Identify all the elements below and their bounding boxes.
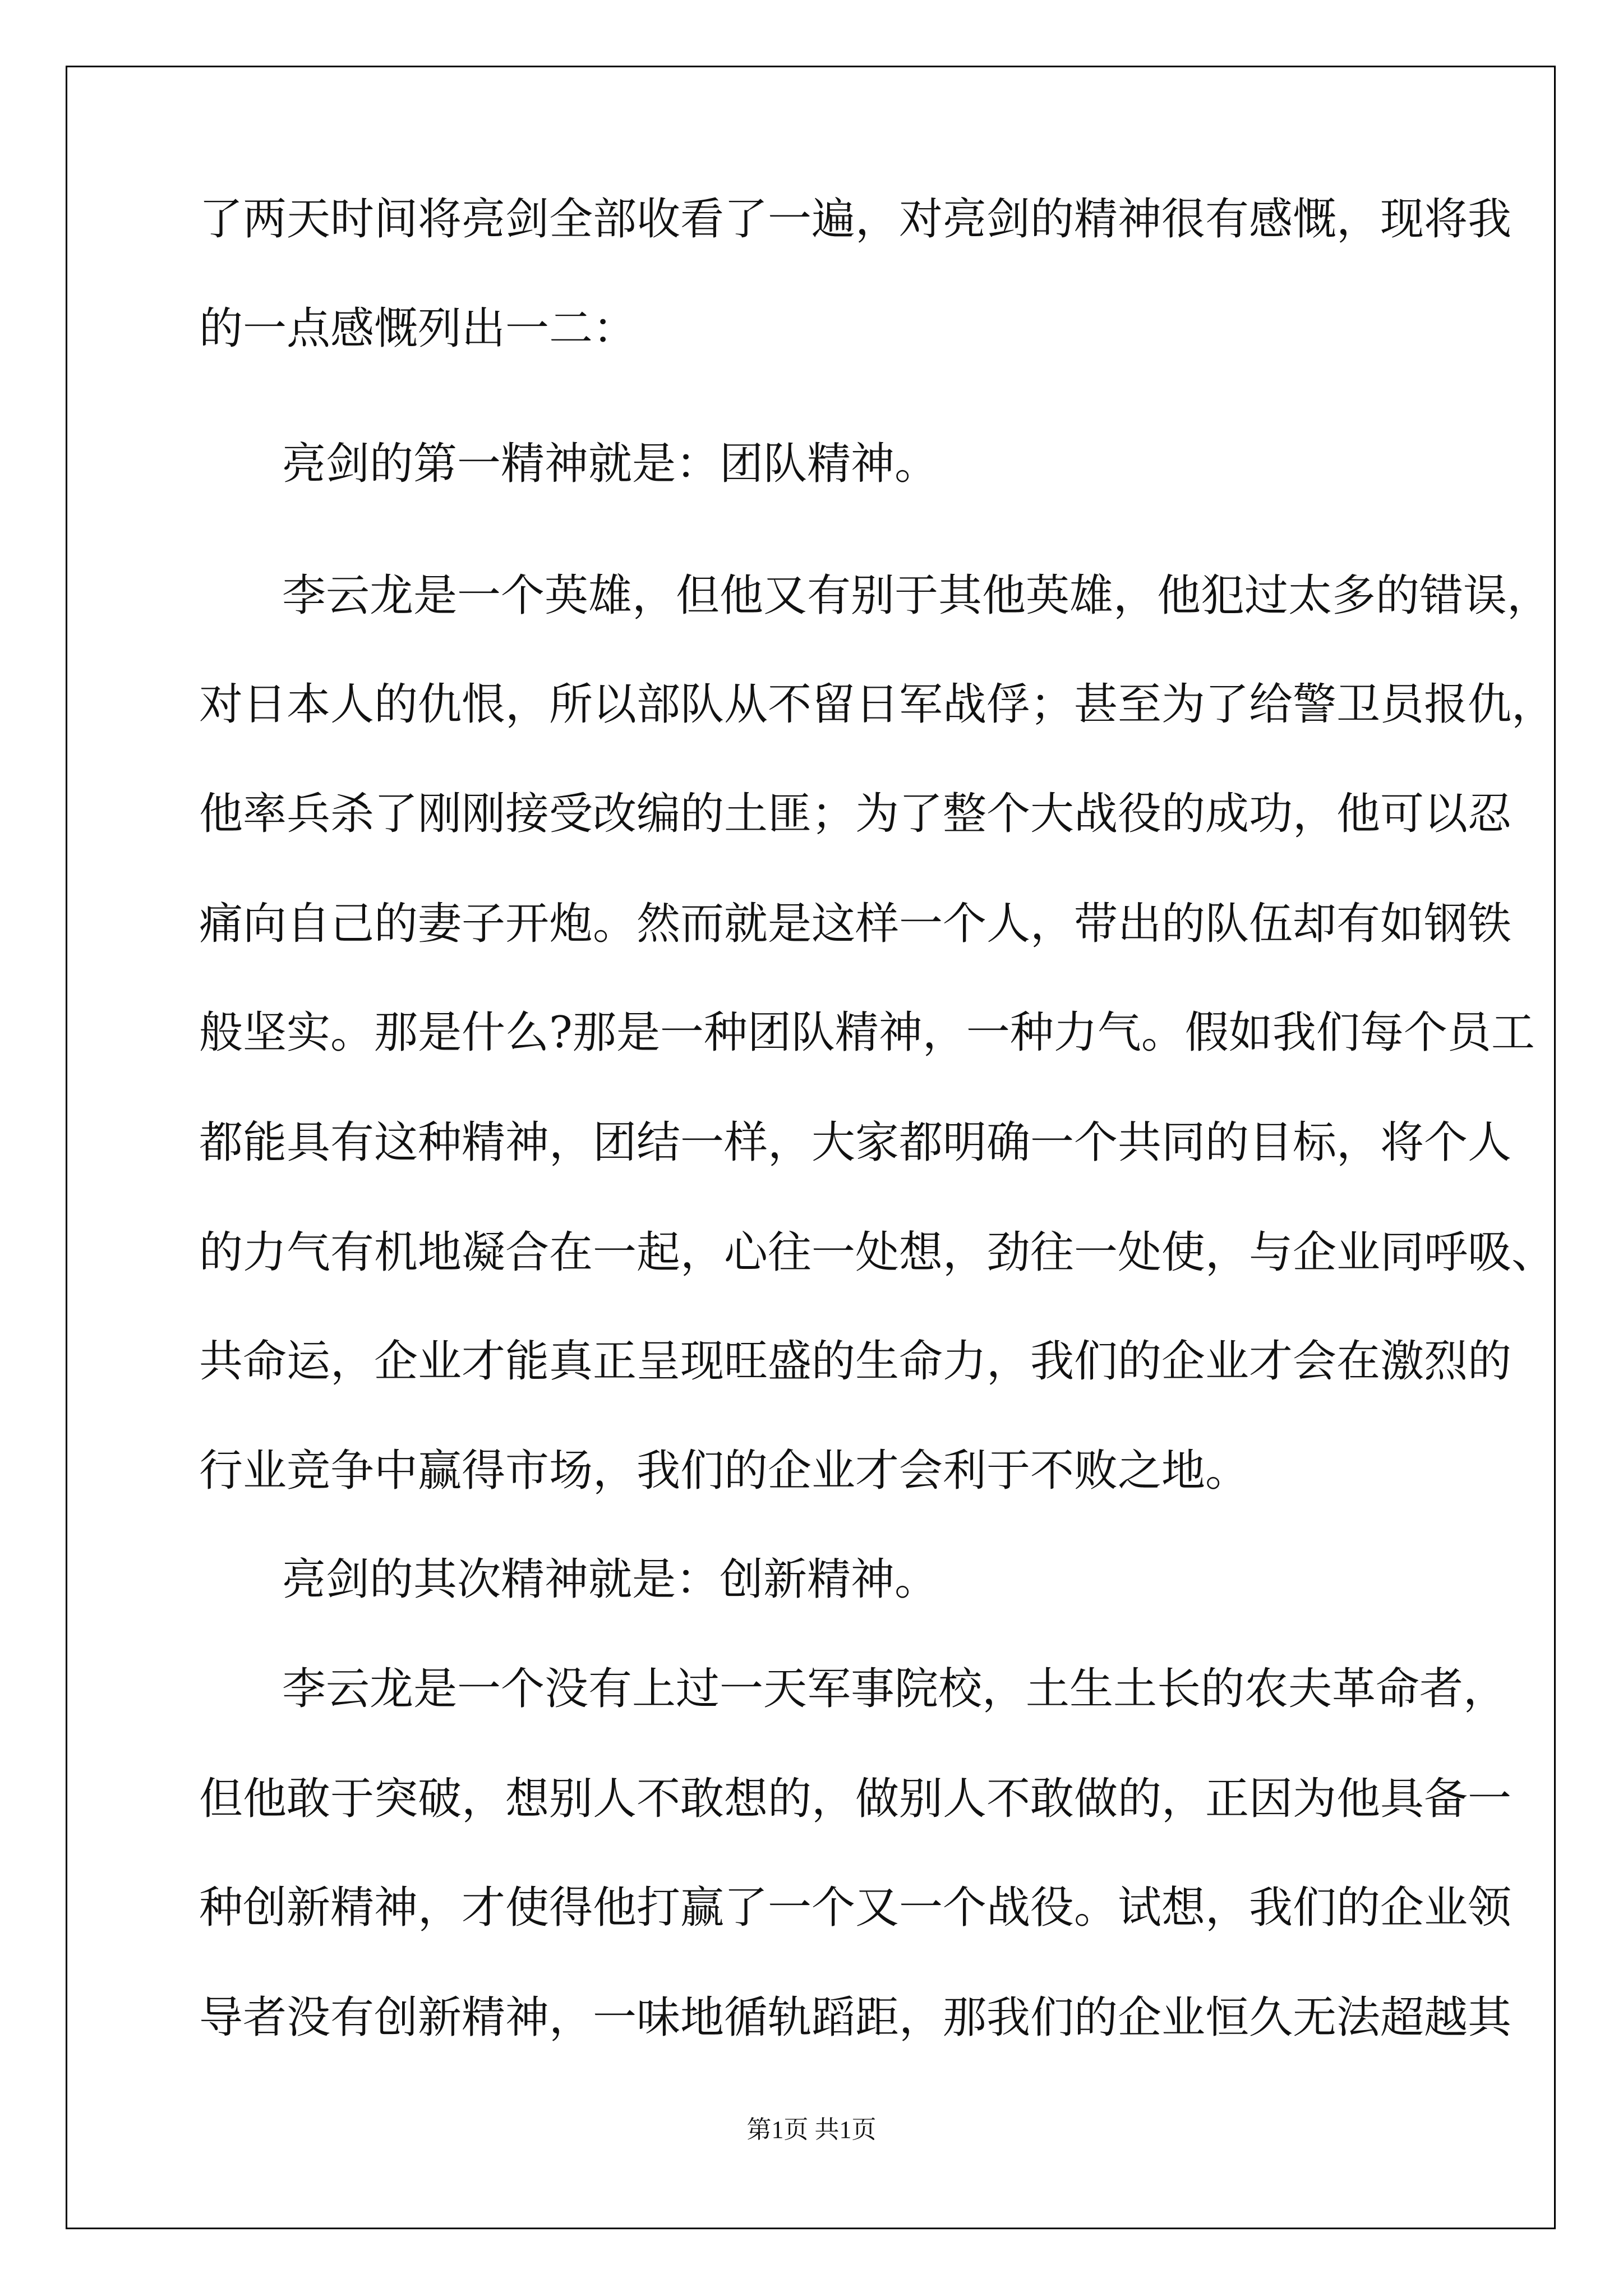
text-line: 导者没有创新精神，一味地循轨蹈距，那我们的企业恒久无法超越其	[199, 1993, 1512, 2043]
text-line: 都能具有这种精神，团结一样，大家都明确一个共同的目标，将个人	[199, 1117, 1512, 1168]
section-heading: 亮剑的第一精神就是：团队精神。	[282, 439, 939, 489]
text-line: 的力气有机地凝合在一起，心往一处想，劲往一处使，与企业同呼吸、	[199, 1227, 1556, 1278]
text-line: 痛向自己的妻子开炮。然而就是这样一个人，带出的队伍却有如钢铁	[199, 899, 1512, 949]
section-heading: 亮剑的其次精神就是：创新精神。	[282, 1554, 939, 1605]
text-line: 但他敢于突破，想别人不敢想的，做别人不敢做的，正因为他具备一	[199, 1774, 1512, 1824]
text-line: 般坚实。那是什么?那是一种团队精神，一种力气。假如我们每个员工	[199, 1007, 1535, 1058]
text-line: 李云龙是一个英雄，但他又有别于其他英雄，他犯过太多的错误，	[282, 570, 1551, 621]
text-line: 李云龙是一个没有上过一天军事院校，土生土长的农夫革命者，	[282, 1664, 1507, 1714]
text-line: 对日本人的仇恨，所以部队从不留日军战俘；甚至为了给警卫员报仇，	[199, 679, 1556, 730]
text-line: 种创新精神，才使得他打赢了一个又一个战役。试想，我们的企业领	[199, 1883, 1512, 1933]
page-footer: 第1页 共1页	[746, 2116, 877, 2143]
text-line: 行业竞争中赢得市场，我们的企业才会利于不败之地。	[199, 1446, 1249, 1496]
text-line: 了两天时间将亮剑全部收看了一遍，对亮剑的精神很有感慨，现将我	[199, 194, 1512, 245]
text-line: 共命运，企业才能真正呈现旺盛的生命力，我们的企业才会在激烈的	[199, 1336, 1512, 1387]
text-line: 他率兵杀了刚刚接受改编的土匪；为了整个大战役的成功，他可以忍	[199, 789, 1512, 839]
text-line: 的一点感慨列出一二：	[199, 303, 637, 354]
